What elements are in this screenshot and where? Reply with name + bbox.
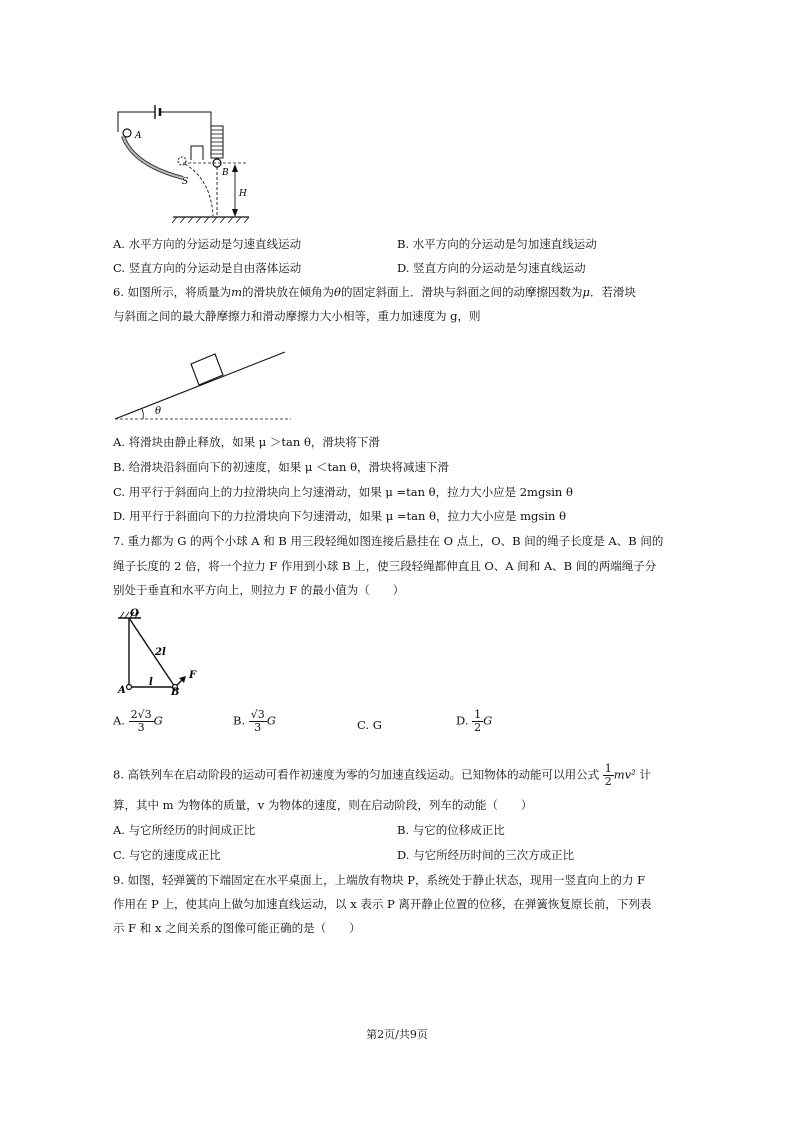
q9-stem-line3: 示 F 和 x 之间关系的图像可能正确的是（ ）: [113, 921, 361, 935]
q5-label-h: H: [239, 189, 247, 199]
q5-option-a: A. 水平方向的分运动是匀速直线运动: [113, 237, 302, 251]
q7-label-2l: 2l: [155, 647, 166, 658]
q7-label-b: B: [171, 687, 180, 698]
q5-option-b: B. 水平方向的分运动是匀加速直线运动: [397, 237, 597, 251]
q6-incline-figure: [113, 348, 295, 424]
q6-option-d: D. 用平行于斜面向下的力拉滑块向下匀速滑动，如果 μ =tan θ，拉力大小应是 mgsin θ: [113, 509, 566, 523]
q8-option-d: D. 与它所经历时间的三次方成正比: [397, 848, 575, 862]
q6-stem-line1: 6. 如图所示，将质量为m的滑块放在倾角为θ的固定斜面上．滑块与斜面之间的动摩擦因数为μ．若滑块: [113, 285, 636, 299]
q6-option-a: A. 将滑块由静止释放，如果 μ ＞tan θ，滑块将下滑: [113, 435, 380, 449]
q6-option-c: C. 用平行于斜面向上的力拉滑块向上匀速滑动，如果 μ =tan θ，拉力大小应是 2mgsin θ: [113, 485, 573, 499]
q7-label-f: F: [189, 670, 197, 681]
q6-option-b: B. 给滑块沿斜面向下的初速度，如果 μ ＜tan θ，滑块将减速下滑: [113, 460, 450, 474]
slider-block-icon: [191, 354, 223, 385]
q8-option-a: A. 与它所经历的时间成正比: [113, 823, 256, 837]
q5-option-d: D. 竖直方向的分运动是匀速直线运动: [397, 261, 586, 275]
q8-stem-line2: 算，其中 m 为物体的质量，v 为物体的速度，则在启动阶段，列车的动能（ ）: [113, 798, 533, 812]
q5-figure: [115, 100, 265, 230]
q6-stem-line2: 与斜面之间的最大静摩擦力和滑动摩擦力大小相等，重力加速度为 g，则: [113, 309, 481, 323]
q7-option-b: B. $\frac{√3}{3}$ G: [233, 708, 276, 734]
page-footer: 第2页/共9页: [366, 1028, 428, 1041]
q7-stem-line3: 别处于垂直和水平方向上，则拉力 F 的最小值为（ ）: [113, 583, 405, 597]
q7-label-l: l: [149, 677, 153, 688]
q8-stem-line1: 8. 高铁列车在启动阶段的运动可看作初速度为零的匀加速直线运动。已知物体的动能可以用公式 $\frac{1}{2}$ mv² 计: [113, 762, 651, 788]
q5-label-b: B: [222, 168, 229, 178]
ball-a-icon: [123, 129, 131, 137]
q8-option-c: C. 与它的速度成正比: [113, 848, 221, 862]
q7-option-c: C. G: [357, 718, 382, 732]
q5-label-s: S: [182, 177, 189, 187]
q6-fig-theta: θ: [155, 406, 162, 417]
q5-option-c: C. 竖直方向的分运动是自由落体运动: [113, 261, 302, 275]
q7-option-a: A. $\frac{2√3}{3}$ G: [113, 708, 163, 734]
q9-stem-line2: 作用在 P 上，使其向上做匀加速直线运动，以 x 表示 P 离开静止位置的位移，在弹簧恢复原长前，下列表: [113, 897, 652, 911]
q9-stem-line1: 9. 如图，轻弹簧的下端固定在水平桌面上，上端放有物块 P，系统处于静止状态，现用一竖直向上的力 F: [113, 873, 646, 887]
q7-stem-line2: 绳子长度的 2 倍，将一个拉力 F 作用到小球 B 上，使三段轻绳都伸直且 O、A 间和 A、B 间的两端绳子分: [113, 559, 657, 573]
q7-label-a: A: [118, 685, 126, 696]
q7-stem-line1: 7. 重力都为 G 的两个小球 A 和 B 用三段轻绳如图连接后悬挂在 O 点上，O、B 间的绳子长度是 A、B 间的: [113, 534, 664, 548]
q7-label-o: O: [130, 608, 139, 619]
q7-rope-figure: [115, 608, 205, 698]
q7-option-d: D. $\frac{1}{2}$ G: [456, 708, 493, 734]
q5-label-a: A: [135, 131, 142, 141]
q8-option-b: B. 与它的位移成正比: [397, 823, 505, 837]
